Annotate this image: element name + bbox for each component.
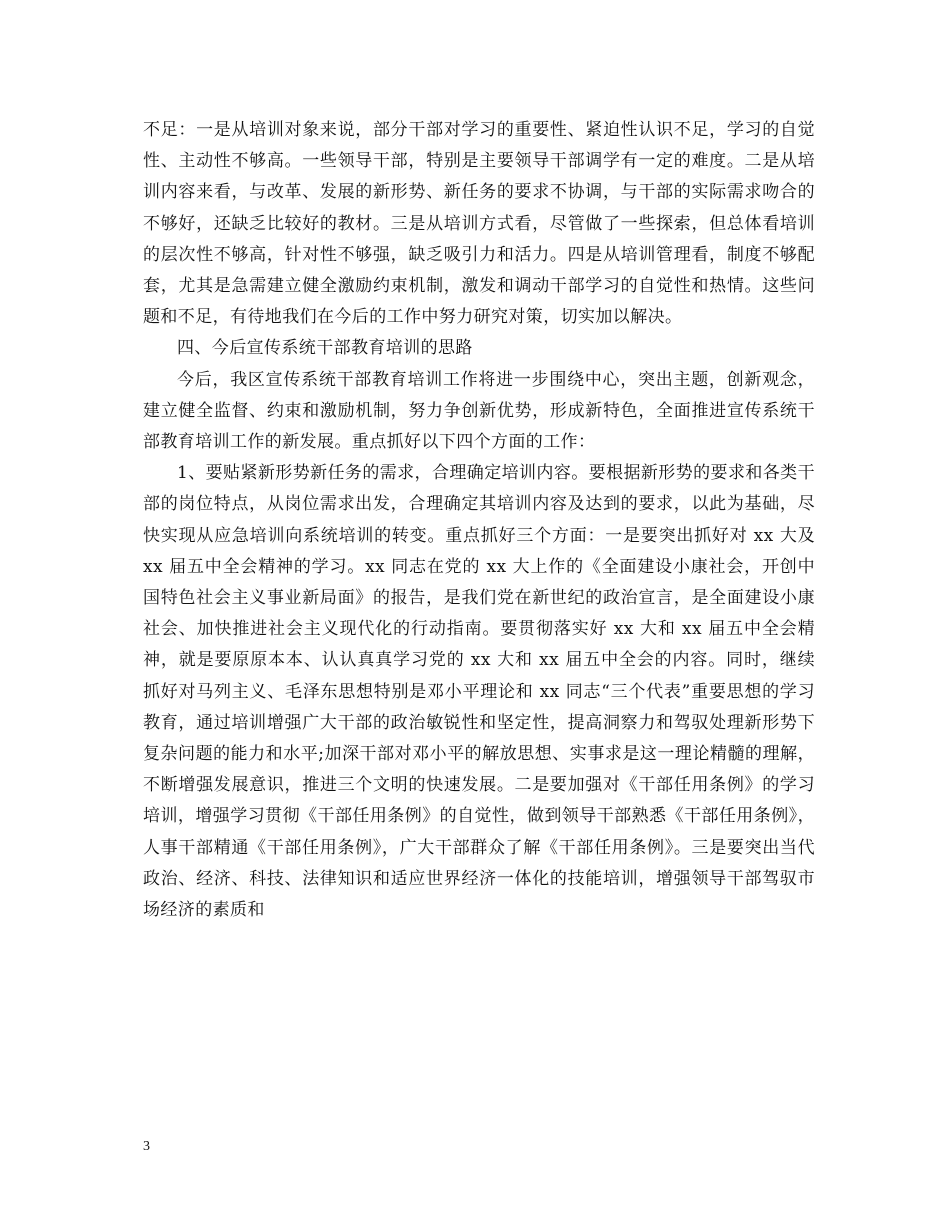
document-body <box>143 115 815 926</box>
section-heading: 四、今后宣传系统干部教育培训的思路 <box>177 338 473 359</box>
page-number: 3 <box>143 1139 150 1154</box>
paragraph-continuation: 不足：一是从培训对象来说，部分干部对学习的重要性、紧迫性认识不足，学习的自觉性、主动性不够高。一些领导干部，特别是主要领导干部调学有一定的难度。二是从培训内容来看，与改革、发展的新形势、新任务的要求不协调，与干部的实际需求吻合的不够好，还缺乏比较好的教材。三是从培训方式看，尽管做了一些探索，但总体看培训的层次性不够高，针对性不够强，缺乏吸引力和活力。四是从培训管理看，制度不够配套，尤其是急需建立健全激励约束机制，激发和调动干部学习的自觉性和热情。这些问题和不足，有待地我们在今后的工作中努力研究对策，切实加以解决。 <box>143 120 815 328</box>
paragraph-intro: 今后，我区宣传系统干部教育培训工作将进一步围绕中心，突出主题，创新观念，建立健全监督、约束和激励机制，努力争创新优势，形成新特色，全面推进宣传系统干部教育培训工作的新发展。重点抓好以下四个方面的工作： <box>143 369 815 453</box>
paragraph-point-one: 1、要贴紧新形势新任务的需求，合理确定培训内容。要根据新形势的要求和各类干部的岗位特点，从岗位需求出发，合理确定其培训内容及达到的要求，以此为基础，尽快实现从应急培训向系统培训的转变。重点抓好三个方面：一是要突出抓好对 xx 大及 xx 届五中全会精神的学习。xx 同志在党的 xx 大上作的《全面建设小康社会，开创中国特色社会主义事业新局面》的报告，是我们党在新世纪的政治宣言，是全面建设小康社会、加快推进社会主义现代化的行动指南。要贯彻落实好 xx 大和 xx 届五中全会精神，就是要原原本本、认认真真学习党的 xx 大和 xx 届五中全会的内容。同时，继续抓好对马列主义、毛泽东思想特别是邓小平理论和 xx 同志“三个代表”重要思想的学习教育，通过培训增强广大干部的政治敏锐性和坚定性，提高洞察力和驾驭处理新形势下复杂问题的能力和水平;加深干部对邓小平的解放思想、实事求是这一理论精髓的理解，不断增强发展意识，推进三个文明的快速发展。二是要加强对《干部任用条例》的学习培训，增强学习贯彻《干部任用条例》的自觉性，做到领导干部熟悉《干部任用条例》，人事干部精通《干部任用条例》，广大干部群众了解《干部任用条例》。三是要突出当代政治、经济、科技、法律知识和适应世界经济一体化的技能培训，增强领导干部驾驭市场经济的素质和 <box>143 463 815 921</box>
